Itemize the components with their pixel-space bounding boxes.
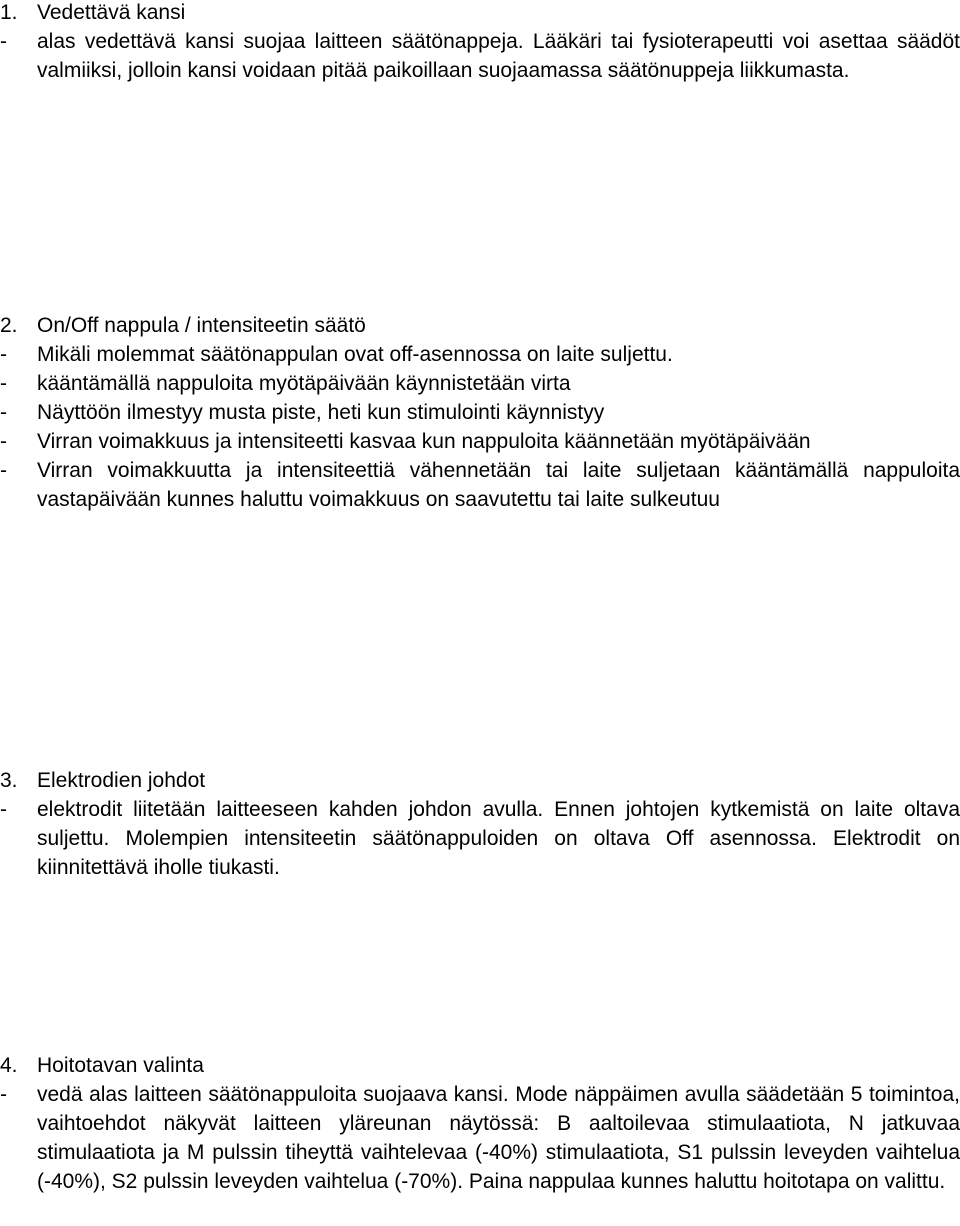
section-heading	[0, 311, 960, 340]
list-item	[0, 369, 960, 398]
section-number: 4.	[0, 1054, 18, 1077]
bullet-text: elektrodit liitetään laitteeseen kahden johdon avulla. Ennen johtojen kytkemistä on laite oltava suljettu. Molempien intensiteetin säätönappuloiden on oltava Off asennossa. Elektrodit on kiinnitettävä iholle tiukasti.	[37, 798, 960, 879]
bullet-marker: -	[0, 372, 7, 395]
bullet-text: Näyttöön ilmestyy musta piste, heti kun stimulointi käynnistyy	[37, 401, 605, 424]
section-heading	[0, 766, 960, 795]
list-item	[0, 456, 960, 514]
section-heading	[0, 0, 960, 27]
section-heading	[0, 1051, 960, 1080]
section-title: Vedettävä kansi	[37, 1, 186, 24]
bullet-text: alas vedettävä kansi suojaa laitteen säätönappeja. Lääkäri tai fysioterapeutti voi asettaa säädöt valmiiksi, jolloin kansi voidaan pitää paikoillaan suojaamassa säätönuppeja liikkumasta.	[37, 30, 960, 82]
bullet-marker: -	[0, 401, 7, 424]
section-title: On/Off nappula / intensiteetin säätö	[37, 314, 366, 337]
section-number: 1.	[0, 1, 18, 24]
bullet-text: Virran voimakkuus ja intensiteetti kasvaa kun nappuloita käännetään myötäpäivään	[37, 430, 811, 453]
bullet-marker: -	[0, 343, 7, 366]
bullet-marker: -	[0, 459, 7, 482]
bullet-text: kääntämällä nappuloita myötäpäivään käynnistetään virta	[37, 372, 571, 395]
list-item	[0, 1080, 960, 1196]
section-number: 3.	[0, 769, 18, 792]
section-number: 2.	[0, 314, 18, 337]
list-item	[0, 795, 960, 882]
bullet-marker: -	[0, 798, 7, 821]
bullet-marker: -	[0, 430, 7, 453]
list-item	[0, 398, 960, 427]
bullet-marker: -	[0, 1083, 7, 1106]
bullet-text: vedä alas laitteen säätönappuloita suojaava kansi. Mode näppäimen avulla säädetään 5 toimintoa, vaihtoehdot näkyvät laitteen yläreunan näytössä: B aaltoilevaa stimulaatiota, N jatkuvaa stimulaatiota ja M pulssin tiheyttä vaihtelevaa (-40%) stimulaatiota, S1 pulssin leveyden vaihtelua (-40%), S2 pulssin leveyden vaihtelua (-70%). Paina nappulaa kunnes haluttu hoitotapa on valittu.	[37, 1083, 960, 1193]
section-title: Elektrodien johdot	[37, 769, 206, 792]
section-1	[0, 0, 960, 85]
bullet-text: Mikäli molemmat säätönappulan ovat off-asennossa on laite suljettu.	[37, 343, 673, 366]
list-item	[0, 340, 960, 369]
section-2	[0, 311, 960, 514]
list-item	[0, 427, 960, 456]
section-3	[0, 766, 960, 882]
section-4	[0, 1051, 960, 1196]
section-title: Hoitotavan valinta	[37, 1054, 204, 1077]
bullet-marker: -	[0, 30, 7, 53]
list-item	[0, 27, 960, 85]
bullet-text: Virran voimakkuutta ja intensiteettiä vähennetään tai laite suljetaan kääntämällä nappuloita vastapäivään kunnes haluttu voimakkuus on saavutettu tai laite sulkeutuu	[37, 459, 960, 511]
